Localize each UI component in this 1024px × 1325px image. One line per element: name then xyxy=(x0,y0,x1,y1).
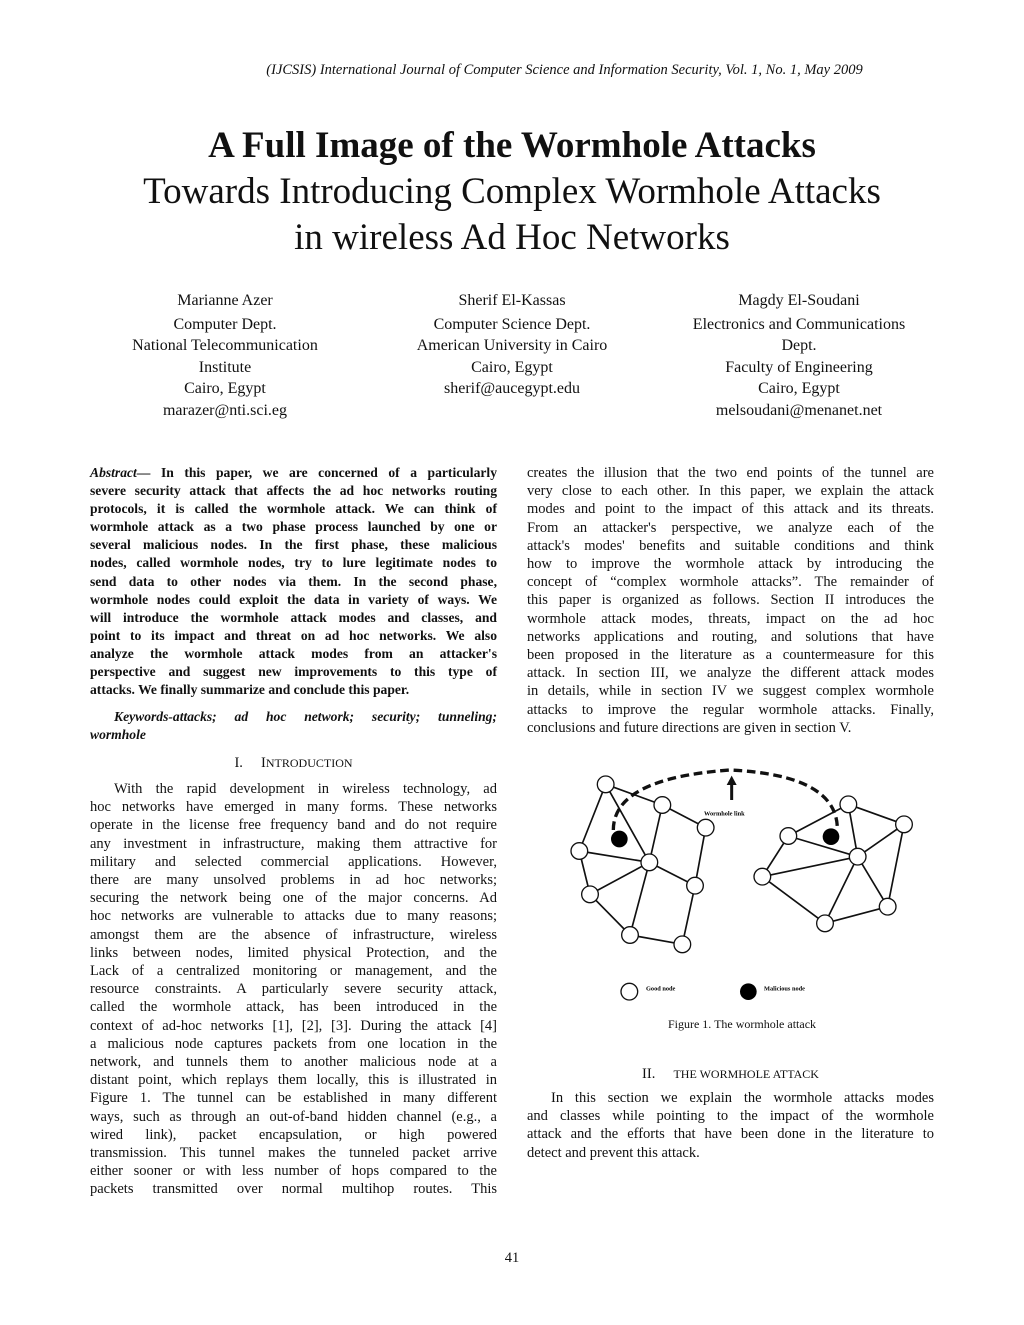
introduction-body xyxy=(90,780,497,1199)
author-name: Magdy El-Soudani xyxy=(738,292,860,309)
author-affiliation-line: Dept. xyxy=(781,337,817,354)
body-text-line: a malicious node captures packets from one location in the xyxy=(90,1035,497,1052)
author-affiliation-line: Cairo, Egypt xyxy=(758,380,840,397)
body-text-line: wormhole attack modes, threats, impact on the ad hoc xyxy=(527,610,934,627)
abstract-line: attacks. We finally summarize and conclude this paper. xyxy=(90,682,410,698)
body-text-line: From an attacker's perspective, we analyze each of the xyxy=(527,519,934,536)
legend-good-node-icon xyxy=(621,983,638,1000)
paper-title: A Full Image of the Wormhole Attacks xyxy=(208,125,816,166)
abstract-line: point to its impact and threat on ad hoc networks. We also xyxy=(90,627,497,643)
body-text-line: packets transmitted over normal multihop routes. This xyxy=(90,1181,497,1198)
author-affiliation-line: Faculty of Engineering xyxy=(725,358,873,376)
abstract-line: will introduce the wormhole attack modes and classes, and xyxy=(90,609,497,625)
body-text-line: operate in the license free frequency band and do not require xyxy=(90,817,497,834)
body-text-line: concept of “complex wormhole attacks”. The remainder of xyxy=(527,574,934,591)
body-text-line: attack's modes' benefits and suitable conditions and think xyxy=(527,537,934,554)
arrow-up-icon xyxy=(727,776,737,800)
body-text-line: how to improve the wormhole attack by introducing the xyxy=(527,556,934,573)
author-name: Marianne Azer xyxy=(177,292,273,309)
body-text-line: context of ad-hoc networks [1], [2], [3]. During the attack [4] xyxy=(90,1017,497,1034)
keywords-line: Keywords-attacks; ad hoc network; security; tunneling; xyxy=(114,709,497,724)
section-number: I. xyxy=(234,755,243,771)
section-title: THE WORMHOLE ATTACK xyxy=(673,1067,819,1081)
author-affiliation-line: melsoudani@menanet.net xyxy=(715,401,883,419)
wormhole-figure xyxy=(560,765,920,1015)
body-text-line: amongst them are the absence of infrastructure, wireless xyxy=(90,926,497,943)
body-text-line: hoc networks have emerged in many forms. These networks xyxy=(90,799,497,816)
journal-header: (IJCSIS) International Journal of Computer Science and Information Security, Vol. 1, No. 1, May 2009 xyxy=(266,62,863,78)
body-text-line: detect and prevent this attack. xyxy=(527,1144,700,1161)
body-text-line: In this section we explain the wormhole attacks modes xyxy=(551,1090,934,1106)
section2-body xyxy=(527,1089,934,1162)
abstract-line: perspective and suggest new improvements to this type of xyxy=(90,664,497,680)
author-affiliation-line: Computer Dept. xyxy=(173,315,277,333)
author-affiliation-line: National Telecommunication xyxy=(132,337,318,354)
abstract-text: In this paper, we are concerned of a particularly xyxy=(150,465,497,480)
figure-caption: Figure 1. The wormhole attack xyxy=(667,1017,817,1031)
body-text-line: Lack of a centralized monitoring or management, and the xyxy=(90,963,497,980)
right-column-body xyxy=(527,464,934,737)
abstract-line: nodes, called wormhole nodes, try to lure legitimate nodes to xyxy=(90,555,497,571)
abstract xyxy=(90,464,497,699)
abstract-line: severe security attack that affects the ad hoc networks routing xyxy=(90,483,497,499)
body-text-line: attacks to improve the regular wormhole attacks. Finally, xyxy=(527,701,934,718)
section-number: II. xyxy=(642,1066,656,1082)
body-text-line: modes and point to the impact of this attack and its threats. xyxy=(527,501,934,518)
abstract-line: send data to other nodes via them. In the second phase, xyxy=(90,573,497,589)
body-text-line: conclusions and future directions are given in section V. xyxy=(527,719,852,736)
malicious-nodes xyxy=(611,828,839,847)
paper-subtitle-line-1: Towards Introducing Complex Wormhole Attacks xyxy=(143,171,881,212)
author-affiliation-line: marazer@nti.sci.eg xyxy=(162,401,287,419)
body-text-line: With the rapid development in wireless technology, ad xyxy=(114,781,497,797)
abstract-line: wormhole attack as a two phase process launched by one or xyxy=(90,519,497,535)
section-heading-wormhole-attack xyxy=(527,1066,934,1083)
abstract-label: Abstract— xyxy=(90,465,151,480)
body-text-line: either sooner or with less number of hops compared to the xyxy=(90,1163,497,1180)
body-text-line: networks applications and routing, and solutions that have xyxy=(527,628,934,645)
body-text-line: links between nodes, limited physical Protection, and the xyxy=(90,944,497,961)
author-affiliation-line: Cairo, Egypt xyxy=(184,380,266,397)
abstract-line: protocols, it is called the wormhole attack. We can think of xyxy=(90,501,497,517)
body-text-line: resource constraints. A particularly severe security attack, xyxy=(90,981,497,998)
paper-subtitle-line-2: in wireless Ad Hoc Networks xyxy=(294,217,730,258)
legend-malicious-node-icon xyxy=(740,983,757,1000)
body-text-line: wired link), packet encapsulation, or high powered xyxy=(90,1126,497,1143)
body-text-line: there are many unsolved problems in ad hoc networks; xyxy=(90,872,497,889)
section-title-rest: NTRODUCTION xyxy=(265,756,353,770)
body-text-line: and classes while pointing to the impact of the wormhole xyxy=(527,1108,934,1125)
author-affiliation-line: American University in Cairo xyxy=(416,337,608,354)
abstract-line: wormhole nodes could exploit the data in variety of ways. We xyxy=(90,591,497,607)
section-heading-introduction xyxy=(90,755,497,772)
author-block xyxy=(669,290,929,421)
body-text-line: been proposed in the literature as a countermeasure for this xyxy=(527,647,934,664)
body-text-line: called the wormhole attack, has been introduced in the xyxy=(90,999,497,1016)
author-affiliation-line: Institute xyxy=(198,358,252,376)
author-affiliation-line: Electronics and Communications xyxy=(692,315,906,333)
body-text-line: transmission. This tunnel makes the tunneled packet arrive xyxy=(90,1145,497,1162)
body-text-line: attack. In section III, we analyze the different attack modes xyxy=(527,665,934,682)
abstract-line: several malicious nodes. In the first phase, these malicious xyxy=(90,537,497,553)
author-affiliation-line: Cairo, Egypt xyxy=(471,358,553,376)
author-block xyxy=(95,290,355,421)
body-text-line: this paper is organized as follows. Section II introduces the xyxy=(527,592,934,609)
abstract-line xyxy=(90,464,497,482)
body-text-line: any investment in infrastructure, making them attractive for xyxy=(90,835,497,852)
keywords-line: wormhole xyxy=(90,727,146,742)
author-block xyxy=(382,290,642,400)
body-text-line: network, and tunnels them to another malicious node at a xyxy=(90,1054,497,1071)
body-text-line: creates the illusion that the two end points of the tunnel are xyxy=(527,465,934,481)
body-text-line: very close to each other. In this paper, we explain the attack xyxy=(527,483,934,500)
author-affiliation-line: sherif@aucegypt.edu xyxy=(443,380,580,397)
body-text-line: ways, such as through an out-of-band hidden channel (e.g., a xyxy=(90,1108,497,1125)
page-number: 41 xyxy=(504,1250,520,1266)
wormhole-link-label: Wormhole link xyxy=(704,810,745,818)
body-text-line: distant point, which replays them locally, this is illustrated in xyxy=(90,1072,497,1089)
legend-good-node-label: Good node xyxy=(646,985,676,993)
author-name: Sherif El-Kassas xyxy=(458,292,566,309)
body-text-line: military and selected commercial applications. However, xyxy=(90,853,497,870)
keywords xyxy=(90,708,497,744)
body-text-line: Figure 1. The tunnel can be established in many different xyxy=(90,1090,497,1107)
author-affiliation-line: Computer Science Dept. xyxy=(433,315,591,333)
legend-malicious-node-label: Malicious node xyxy=(764,985,805,993)
body-text-line: attack and the efforts that have been done in the literature to xyxy=(527,1126,934,1143)
abstract-line: analyze the wormhole attack modes from an attacker's xyxy=(90,645,497,661)
body-text-line: securing the network being one of the major concerns. Ad xyxy=(90,890,497,907)
section-title-initial: I xyxy=(261,755,266,771)
body-text-line: in details, while in section IV we suggest complex wormhole xyxy=(527,683,934,700)
body-text-line: hoc networks are vulnerable to attacks due to many reasons; xyxy=(90,908,497,925)
